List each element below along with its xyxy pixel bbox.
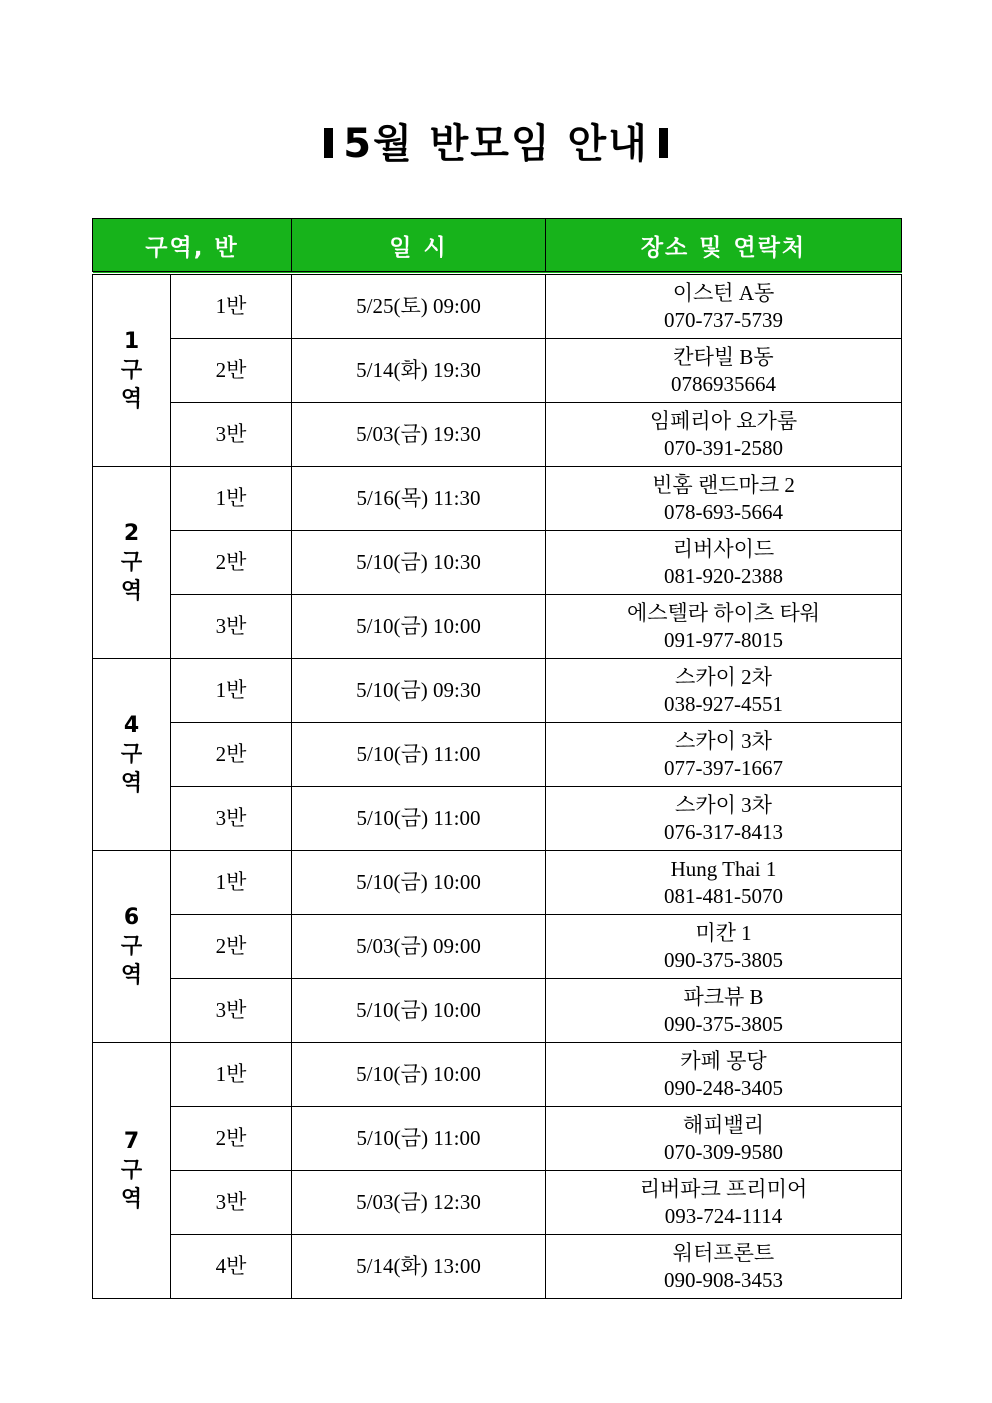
datetime-cell: 5/10(금) 11:00 (292, 1107, 546, 1171)
place-contact-cell (546, 595, 902, 659)
place-name: 스카이 3차 (675, 728, 772, 753)
table-row (93, 851, 902, 915)
zone-label-char: 4 (123, 713, 140, 738)
zone-label-char: 구 (120, 742, 143, 767)
datetime-cell: 5/03(금) 12:30 (292, 1171, 546, 1235)
zone-label-char: 역 (120, 387, 143, 412)
ban-cell: 1반 (171, 851, 292, 915)
datetime-cell: 5/10(금) 10:00 (292, 979, 546, 1043)
place-name: 리버사이드 (672, 536, 775, 561)
place-name: 칸타빌 B동 (673, 344, 774, 369)
place-contact-cell (546, 403, 902, 467)
place-name: Hung Thai 1 (670, 856, 777, 881)
table-row (93, 787, 902, 851)
ban-cell: 1반 (171, 659, 292, 723)
zone-label-char: 7 (123, 1129, 140, 1154)
table-row (93, 339, 902, 403)
table-body (93, 273, 902, 1299)
place-name: 카페 몽당 (680, 1048, 767, 1073)
table-row (93, 467, 902, 531)
meeting-schedule-table (92, 218, 902, 1299)
table-row (93, 1043, 902, 1107)
place-name: 워터프론트 (672, 1240, 775, 1265)
table-row (93, 1107, 902, 1171)
table-row (93, 531, 902, 595)
zone-label-cell (93, 467, 171, 659)
ban-cell: 3반 (171, 787, 292, 851)
place-name: 스카이 2차 (675, 664, 772, 689)
contact-phone: 0786935664 (671, 371, 776, 396)
table-header-row (93, 219, 902, 274)
contact-phone: 090-908-3453 (664, 1267, 783, 1292)
page-title (0, 112, 992, 176)
table-row (93, 403, 902, 467)
table-row (93, 915, 902, 979)
ban-cell: 2반 (171, 339, 292, 403)
table-row (93, 1171, 902, 1235)
zone-label-char: 구 (120, 358, 143, 383)
place-contact-cell (546, 467, 902, 531)
contact-phone: 090-248-3405 (664, 1075, 783, 1100)
contact-phone: 090-375-3805 (664, 947, 783, 972)
ban-cell: 4반 (171, 1235, 292, 1299)
datetime-cell: 5/10(금) 10:30 (292, 531, 546, 595)
title-marker-right (659, 128, 668, 158)
datetime-cell: 5/14(화) 19:30 (292, 339, 546, 403)
zone-label-char: 역 (120, 579, 143, 604)
ban-cell: 2반 (171, 915, 292, 979)
datetime-cell: 5/14(화) 13:00 (292, 1235, 546, 1299)
ban-cell: 2반 (171, 531, 292, 595)
place-name: 리버파크 프리미어 (639, 1176, 808, 1201)
datetime-cell: 5/16(목) 11:30 (292, 467, 546, 531)
contact-phone: 091-977-8015 (664, 627, 783, 652)
place-contact-cell (546, 1235, 902, 1299)
place-contact-cell (546, 659, 902, 723)
ban-cell: 1반 (171, 273, 292, 339)
place-contact-cell (546, 787, 902, 851)
contact-phone: 070-391-2580 (664, 435, 783, 460)
ban-cell: 1반 (171, 467, 292, 531)
contact-phone: 076-317-8413 (664, 819, 783, 844)
contact-phone: 070-737-5739 (664, 307, 783, 332)
datetime-cell: 5/10(금) 11:00 (292, 787, 546, 851)
datetime-cell: 5/25(토) 09:00 (292, 273, 546, 339)
datetime-cell: 5/10(금) 10:00 (292, 851, 546, 915)
table-row (93, 723, 902, 787)
place-contact-cell (546, 979, 902, 1043)
datetime-cell: 5/10(금) 10:00 (292, 1043, 546, 1107)
ban-cell: 2반 (171, 1107, 292, 1171)
place-name: 임페리아 요가룸 (649, 408, 798, 433)
zone-label-char: 역 (120, 1187, 143, 1212)
place-name: 이스턴 A동 (672, 280, 775, 305)
contact-phone: 038-927-4551 (664, 691, 783, 716)
title-text: 5월 반모임 안내 (343, 121, 649, 167)
place-name: 스카이 3차 (675, 792, 772, 817)
zone-label-cell (93, 851, 171, 1043)
zone-label-char: 역 (120, 771, 143, 796)
contact-phone: 093-724-1114 (664, 1203, 783, 1228)
place-contact-cell (546, 1043, 902, 1107)
table-row (93, 659, 902, 723)
ban-cell: 3반 (171, 403, 292, 467)
ban-cell: 3반 (171, 1171, 292, 1235)
contact-phone: 070-309-9580 (664, 1139, 783, 1164)
contact-phone: 077-397-1667 (664, 755, 783, 780)
header-datetime: 일 시 (292, 219, 546, 274)
contact-phone: 081-481-5070 (664, 883, 783, 908)
datetime-cell: 5/10(금) 10:00 (292, 595, 546, 659)
zone-label-char: 구 (120, 1158, 143, 1183)
datetime-cell: 5/03(금) 09:00 (292, 915, 546, 979)
place-contact-cell (546, 339, 902, 403)
place-contact-cell (546, 531, 902, 595)
zone-label-char: 구 (120, 934, 143, 959)
ban-cell: 3반 (171, 979, 292, 1043)
title-marker-left (324, 128, 333, 158)
zone-label-cell (93, 1043, 171, 1299)
ban-cell: 3반 (171, 595, 292, 659)
table-row (93, 273, 902, 339)
contact-phone: 078-693-5664 (664, 499, 783, 524)
header-place-contact: 장소 및 연락처 (546, 219, 902, 274)
place-name: 해피밸리 (682, 1112, 765, 1137)
zone-label-char: 1 (123, 329, 140, 354)
place-contact-cell (546, 1107, 902, 1171)
header-zone-ban: 구역, 반 (93, 219, 292, 274)
place-contact-cell (546, 851, 902, 915)
table-row (93, 595, 902, 659)
ban-cell: 2반 (171, 723, 292, 787)
zone-label-char: 구 (120, 550, 143, 575)
zone-label-char: 6 (123, 905, 140, 930)
place-name: 에스텔라 하이츠 타워 (626, 600, 821, 625)
contact-phone: 081-920-2388 (664, 563, 783, 588)
zone-label-cell (93, 273, 171, 467)
place-name: 빈홈 랜드마크 2 (652, 472, 795, 497)
table-row (93, 1235, 902, 1299)
place-contact-cell (546, 723, 902, 787)
place-name: 파크뷰 B (683, 984, 764, 1009)
datetime-cell: 5/03(금) 19:30 (292, 403, 546, 467)
zone-label-char: 2 (123, 521, 140, 546)
place-contact-cell (546, 273, 902, 339)
place-contact-cell (546, 1171, 902, 1235)
datetime-cell: 5/10(금) 11:00 (292, 723, 546, 787)
contact-phone: 090-375-3805 (664, 1011, 783, 1036)
place-contact-cell (546, 915, 902, 979)
place-name: 미칸 1 (695, 920, 752, 945)
zone-label-char: 역 (120, 963, 143, 988)
datetime-cell: 5/10(금) 09:30 (292, 659, 546, 723)
ban-cell: 1반 (171, 1043, 292, 1107)
zone-label-cell (93, 659, 171, 851)
table-row (93, 979, 902, 1043)
